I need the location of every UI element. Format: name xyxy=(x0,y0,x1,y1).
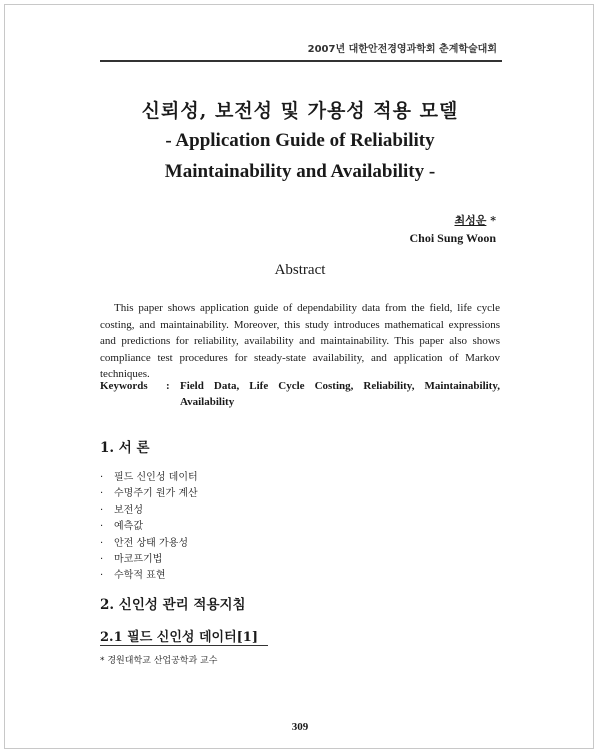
intro-bullet-list xyxy=(100,470,198,585)
header-rule xyxy=(100,60,502,62)
section-2-1-heading: 2.1 필드 신인성 데이터[1] xyxy=(100,630,259,645)
bullet-mark: · xyxy=(100,537,104,549)
list-item-text: 수명주기 원가 계산 xyxy=(114,488,198,500)
list-item xyxy=(100,536,198,552)
section-1-heading: 1. 서 론 xyxy=(100,440,150,456)
bullet-mark: · xyxy=(100,472,104,483)
author-affiliation-footnote: * 경원대학교 산업공학과 교수 xyxy=(100,656,218,666)
author-korean xyxy=(410,212,497,230)
title-block xyxy=(0,98,600,184)
list-item-text: 보전성 xyxy=(114,504,143,516)
footnote-rule xyxy=(100,645,268,646)
author-english-name: Choi Sung Woon xyxy=(409,231,496,245)
bullet-mark: · xyxy=(100,504,104,516)
title-korean: 신뢰성, 보전성 및 가용성 적용 모델 xyxy=(141,100,459,122)
keywords-label: Keywords xyxy=(100,380,148,392)
list-item xyxy=(100,519,198,535)
bullet-mark: · xyxy=(100,521,104,533)
list-item-text: 안전 상태 가용성 xyxy=(114,537,188,549)
list-item xyxy=(100,470,198,486)
bullet-mark: · xyxy=(100,554,104,566)
bullet-mark: · xyxy=(100,488,104,500)
list-item xyxy=(100,486,198,502)
abstract-body: This paper shows application guide of dependability data from the field, life cycle costing, and maintainability. Moreover, this study introduces mathematical expressions and predictions for reliability, availability and maintainability. This paper also shows compliance test procedures for steady-state availability, and application of Markov techniques. xyxy=(100,302,500,381)
list-item-text: 수학적 표현 xyxy=(114,570,166,582)
title-english-line1: - Application Guide of Reliability xyxy=(165,130,435,151)
author-footnote-mark: * xyxy=(490,214,496,227)
bullet-mark: · xyxy=(100,570,104,582)
keywords xyxy=(100,378,500,410)
list-item xyxy=(100,503,198,519)
author-korean-name: 최성운 xyxy=(454,214,487,227)
abstract-heading: Abstract xyxy=(274,262,326,278)
conference-header: 2007년 대한안전경영과학회 춘계학술대회 xyxy=(307,44,497,55)
list-item-text: 마코프기법 xyxy=(114,554,163,566)
list-item xyxy=(100,552,198,568)
list-item-text: 예측값 xyxy=(114,521,143,533)
list-item-text: 필드 신인성 데이터 xyxy=(114,472,198,483)
keywords-values: Field Data, Life Cycle Costing, Reliability, Maintainability, Availability xyxy=(180,380,500,408)
section-2-heading: 2. 신인성 관리 적용지침 xyxy=(100,597,246,613)
page-number: 309 xyxy=(291,721,309,733)
author-block xyxy=(410,212,497,247)
keywords-colon: : xyxy=(166,380,170,392)
list-item xyxy=(100,568,198,584)
title-english-line2: Maintainability and Availability - xyxy=(164,161,436,182)
